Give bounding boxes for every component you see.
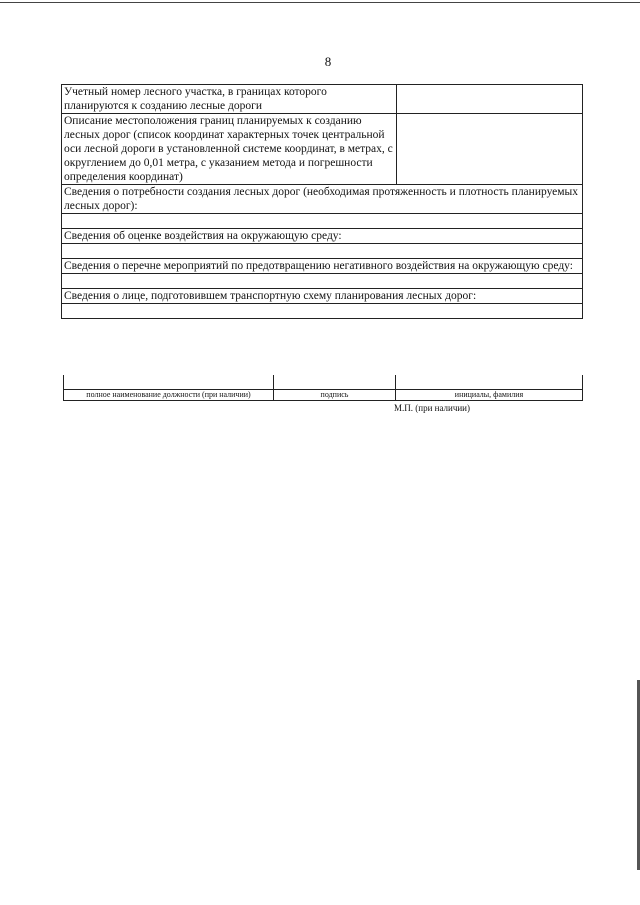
signature-fill-row <box>64 375 583 390</box>
name-caption: инициалы, фамилия <box>396 390 583 401</box>
row-label-preparer-info: Сведения о лице, подготовившем транспортную схему планирования лесных дорог: <box>62 289 583 304</box>
table-row <box>62 259 583 274</box>
row-label-environment-assessment: Сведения об оценке воздействия на окружающую среду: <box>62 229 583 244</box>
value-cell-environment-assessment[interactable] <box>62 244 583 259</box>
signature-field[interactable] <box>274 375 396 390</box>
row-label-account-number: Учетный номер лесного участка, в границах которого планируются к созданию лесные дороги <box>62 85 397 114</box>
table-row <box>62 289 583 304</box>
signature-caption-row <box>64 390 583 401</box>
value-cell-boundary-description[interactable] <box>397 114 583 185</box>
table-row-blank <box>62 274 583 289</box>
table-row <box>62 229 583 244</box>
value-cell-prevention-measures[interactable] <box>62 274 583 289</box>
signature-caption: подпись <box>274 390 396 401</box>
table-row <box>62 185 583 214</box>
page-number: 8 <box>324 54 332 69</box>
position-field[interactable] <box>64 375 274 390</box>
value-cell-road-needs[interactable] <box>62 214 583 229</box>
stamp-note: М.П. (при наличии) <box>394 403 470 413</box>
table-row-blank <box>62 244 583 259</box>
position-caption: полное наименование должности (при наличии) <box>64 390 274 401</box>
value-cell-preparer-info[interactable] <box>62 304 583 319</box>
row-label-road-needs: Сведения о потребности создания лесных дорог (необходимая протяженность и плотность планируемых лесных дорог): <box>62 185 583 214</box>
row-label-boundary-description: Описание местоположения границ планируемых к созданию лесных дорог (список координат характерных точек центральной оси лесной дороги в установленной системе координат, в метрах, с округлением до 0,01 метра, с указанием метода и погрешности определения координат) <box>62 114 397 185</box>
table-row <box>62 85 583 114</box>
row-label-prevention-measures: Сведения о перечне мероприятий по предотвращению негативного воздействия на окружающую среду: <box>62 259 583 274</box>
signature-block <box>63 375 583 401</box>
table-row-blank <box>62 214 583 229</box>
table-row <box>62 114 583 185</box>
value-cell-account-number[interactable] <box>397 85 583 114</box>
name-field[interactable] <box>396 375 583 390</box>
forest-roads-table <box>61 84 583 319</box>
top-border-line <box>0 2 640 3</box>
table-row-blank <box>62 304 583 319</box>
